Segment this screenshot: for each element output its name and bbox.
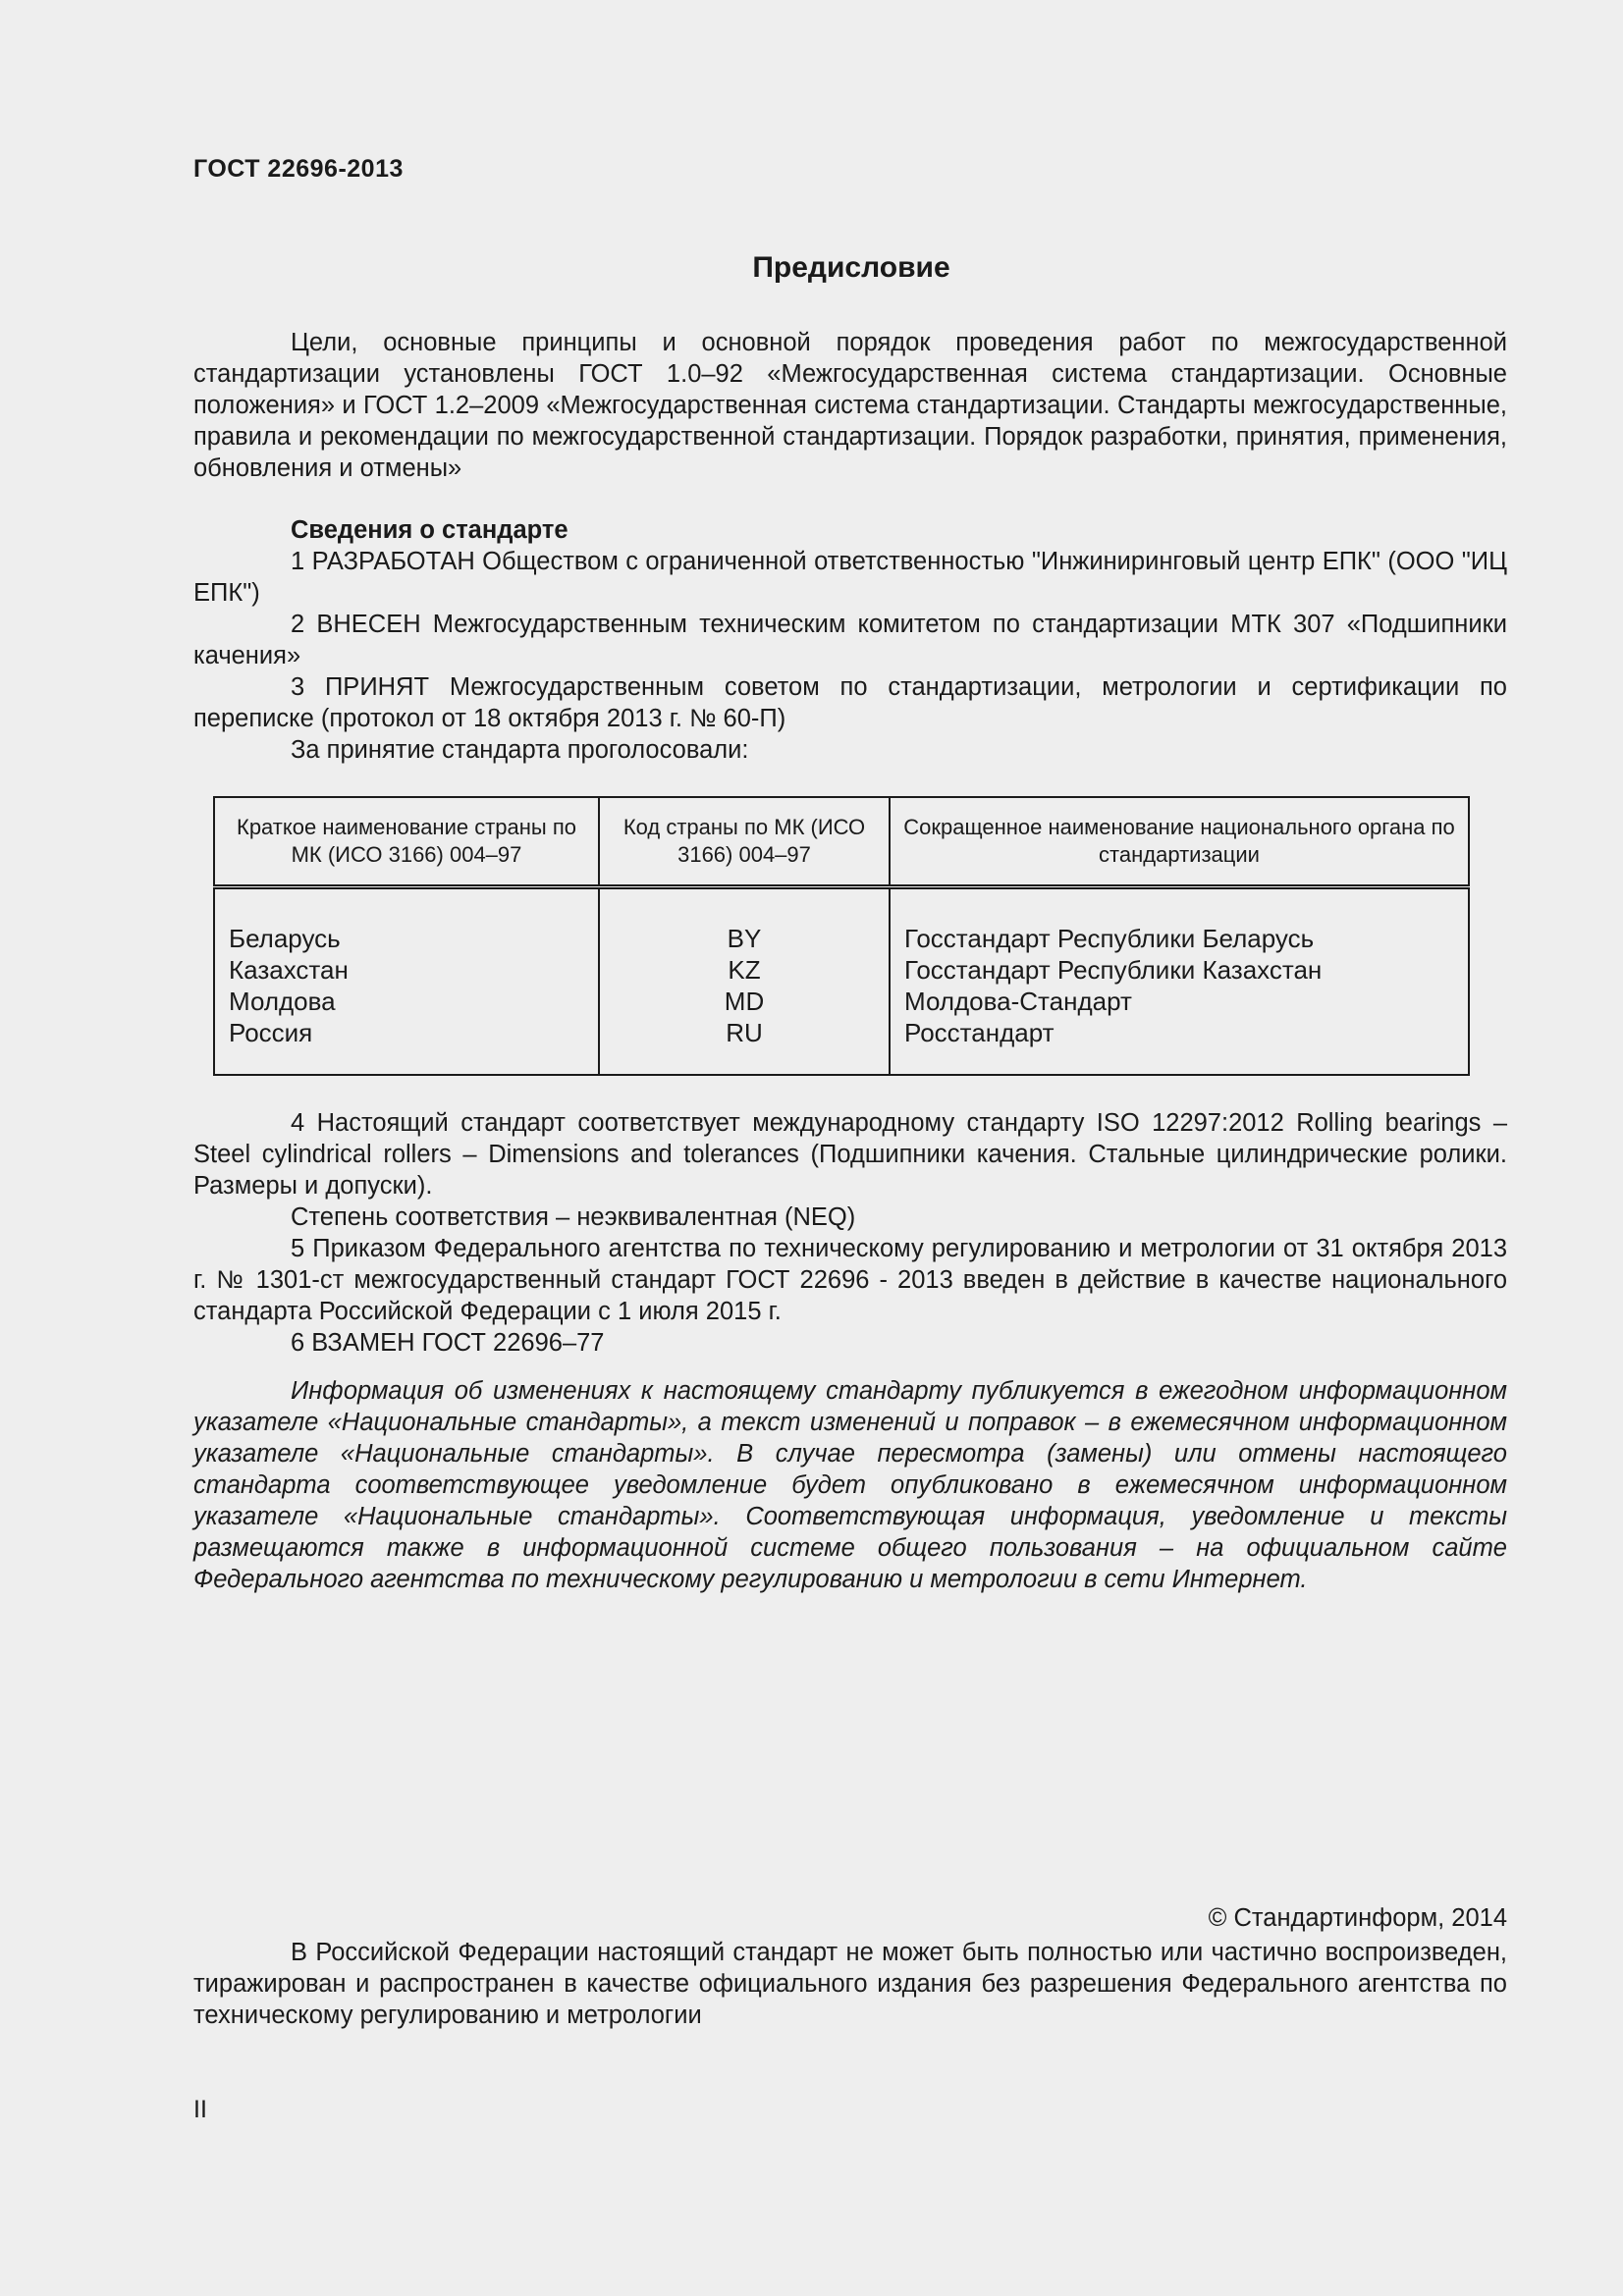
info-item-1: 1 РАЗРАБОТАН Обществом с ограниченной ответственностью "Инжиниринговый центр ЕПК" (ООО "ИЦ ЕПК") bbox=[193, 548, 1507, 607]
country-name: Россия bbox=[229, 1018, 313, 1047]
compliance-degree: Степень соответствия – неэквивалентная (NEQ) bbox=[291, 1203, 856, 1231]
header-country-name: Краткое наименование страны по МК (ИСО 3166) 004–97 bbox=[214, 797, 599, 887]
country-code: MD bbox=[724, 987, 765, 1016]
header-standards-body: Сокращенное наименование национального органа по стандартизации bbox=[890, 797, 1469, 887]
table-header-row bbox=[214, 797, 1469, 887]
country-code: BY bbox=[727, 924, 762, 953]
standards-bodies-cell bbox=[890, 887, 1469, 1076]
document-code: ГОСТ 22696-2013 bbox=[193, 155, 404, 183]
standards-body: Госстандарт Республики Беларусь bbox=[904, 924, 1315, 953]
intro-section bbox=[193, 327, 1507, 484]
country-name: Молдова bbox=[229, 987, 336, 1016]
standards-body: Росстандарт bbox=[904, 1018, 1055, 1047]
country-names-cell bbox=[214, 887, 599, 1076]
info-item-2: 2 ВНЕСЕН Межгосударственным техническим комитетом по стандартизации МТК 307 «Подшипники качения» bbox=[193, 611, 1507, 669]
country-codes-cell bbox=[599, 887, 890, 1076]
standard-info-continued bbox=[193, 1107, 1507, 1359]
copyright: © Стандартинформ, 2014 bbox=[1208, 1904, 1507, 1932]
header-country-code: Код страны по МК (ИСО 3166) 004–97 bbox=[599, 797, 890, 887]
page-number: II bbox=[193, 2096, 207, 2123]
country-code: RU bbox=[726, 1018, 763, 1047]
info-item-5: 5 Приказом Федерального агентства по техническому регулированию и метрологии от 31 октября 2013 г. № 1301-ст межгосударственный стандарт ГОСТ 22696 - 2013 введен в действие в качестве национального стандарта Российской Федерации с 1 июля 2015 г. bbox=[193, 1235, 1507, 1325]
page-title: Предисловие bbox=[752, 251, 950, 284]
standard-info-heading: Сведения о стандарте bbox=[291, 516, 568, 544]
intro-paragraph: Цели, основные принципы и основной порядок проведения работ по межгосударственной стандартизации установлены ГОСТ 1.0–92 «Межгосударственная система стандартизации. Основные положения» и ГОСТ 1.2–2009 «Межгосударственная система стандартизации. Стандарты межгосударственные, правила и рекомендации по межгосударственной стандартизации. Порядок разработки, принятия, применения, обновления и отмены» bbox=[193, 329, 1507, 482]
table-row bbox=[214, 887, 1469, 1076]
country-name: Казахстан bbox=[229, 955, 349, 985]
legal-notice: В Российской Федерации настоящий стандарт не может быть полностью или частично воспроизведен, тиражирован и распространен в качестве официального издания без разрешения Федерального агентства по техническому регулированию и метрологии bbox=[193, 1939, 1507, 2029]
standards-body: Госстандарт Республики Казахстан bbox=[904, 955, 1323, 985]
country-name: Беларусь bbox=[229, 924, 341, 953]
info-item-4: 4 Настоящий стандарт соответствует международному стандарту ISO 12297:2012 Rolling bearings – Steel cylindrical rollers – Dimensions and tolerances (Подшипники качения. Стальные цилиндрические ролики. Размеры и допуски). bbox=[193, 1109, 1507, 1200]
voted-label: За принятие стандарта проголосовали: bbox=[291, 736, 749, 764]
standards-body: Молдова-Стандарт bbox=[904, 987, 1132, 1016]
country-code: KZ bbox=[728, 955, 761, 985]
standard-info-section bbox=[193, 514, 1507, 766]
changes-notice: Информация об изменениях к настоящему стандарту публикуется в ежегодном информационном указателе «Национальные стандарты», а текст изменений и поправок – в ежемесячном информационном указателе «Национальные стандарты». В случае пересмотра (замены) или отмены настоящего стандарта соответствующее уведомление будет опубликовано в ежемесячном информационном указателе «Национальные стандарты». Соответствующая информация, уведомление и тексты размещаются также в информационной системе общего пользования – на официальном сайте Федерального агентства по техническому регулированию и метрологии в сети Интернет. bbox=[193, 1377, 1507, 1593]
info-item-6: 6 ВЗАМЕН ГОСТ 22696–77 bbox=[291, 1329, 605, 1357]
notice-section bbox=[193, 1375, 1507, 1595]
legal-section bbox=[193, 1937, 1507, 2031]
info-item-3: 3 ПРИНЯТ Межгосударственным советом по стандартизации, метрологии и сертификации по переписке (протокол от 18 октября 2013 г. № 60-П) bbox=[193, 673, 1507, 732]
voting-table bbox=[213, 796, 1470, 1076]
